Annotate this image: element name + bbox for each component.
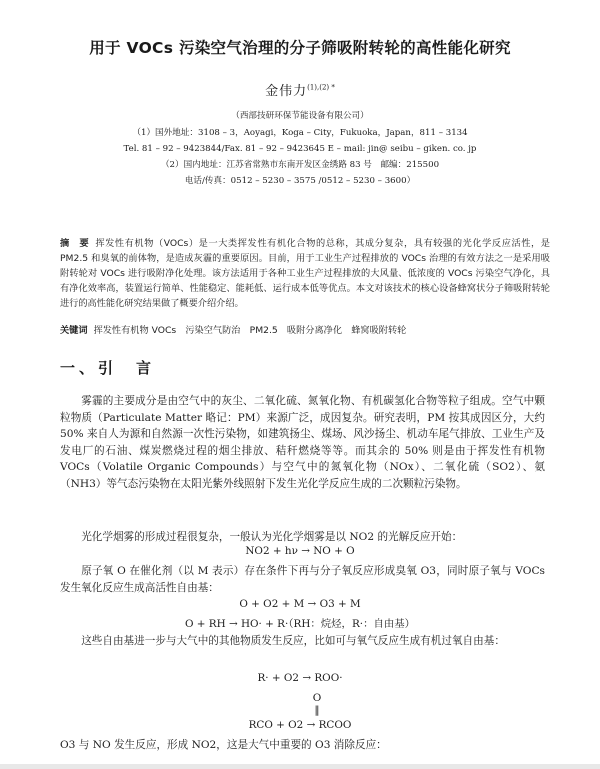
equation-1: NO2 + hν → NO + O (245, 545, 355, 557)
author-line (0, 80, 600, 99)
paragraph-3: 原子氧 O 在催化剂（以 M 表示）存在条件下再与分子氧反应形成臭氧 O3，同时原子氧与 VOCs 发生氧化反应生成高活性自由基： (60, 565, 545, 594)
paper-title: 用于 VOCs 污染空气治理的分子筛吸附转轮的高性能化研究 (89, 39, 511, 57)
affiliation-phone-fax: 电话/传真：0512 – 5230 – 3575 /0512 – 5230 – 3600） (184, 176, 416, 186)
keywords-label: 关键词 (60, 325, 88, 336)
keywords (60, 322, 560, 336)
affiliation-domestic-address: （2）国内地址：江苏省常熟市东南开发区金绣路 83 号 邮编：215500 (160, 160, 440, 170)
paragraph-5: O3 与 NO 发生反应，形成 NO2，这是大气中重要的 O3 消除反应： (60, 739, 387, 751)
keywords-text: 挥发性有机物 VOCs 污染空气防治 PM2.5 吸附分离净化 蜂窝吸附转轮 (93, 325, 407, 336)
affiliation-company: （西部技研环保节能设备有限公司） (231, 111, 369, 121)
carbonyl-oxygen: O (312, 692, 322, 704)
section-heading-introduction: 一、引 言 (60, 359, 156, 377)
affiliation-overseas-address: （1）国外地址：3108 – 3，Aoyagi，Koga – City，Fukuoka，Japan，811 – 3134 (132, 128, 468, 138)
affiliation-contact: Tel. 81 – 92 – 9423844/Fax. 81 – 92 – 9423645 E – mail: jin@ seibu – giken. co. jp (123, 144, 477, 154)
equation-3: O + RH → HO· + R·（RH：烷烃，R·：自由基） (184, 618, 416, 630)
abstract (60, 236, 550, 311)
paragraph-4: 这些自由基进一步与大气中的其他物质发生反应，比如可与氧气反应生成有机过氧自由基： (81, 635, 505, 647)
paragraph-2: 光化学烟雾的形成过程很复杂，一般认为光化学烟雾是以 NO2 的光解反应开始： (81, 531, 463, 543)
paragraph-1: 雾霾的主要成分是由空气中的灰尘、二氧化硫、氮氧化物、有机碳氢化合物等粒子组成。空气中颗粒物质（Particulate Matter 略记：PM）来源广泛，成因复杂。研究表明，PM 按其成因区分，大约 50% 来自人为源和自然源一次性污染物，如建筑扬尘、煤场、风沙扬尘、机动车尾气排放、工业生产及发电厂的石油、煤炭燃烧过程的烟尘排放、秸秆燃烧等等。而其余的 50% 则是由于挥发性有机物 VOCs（Volatile Organic Compounds）与空气中的氮氧化物（NOx）、二氧化硫（SO2）、氨（NH3）等气态污染物在太阳光紫外线照射下发生光化学反应生成的二次颗粒污染物。 (60, 395, 545, 490)
author-superscript: (1),(2) * (307, 83, 335, 92)
abstract-label: 摘 要 (60, 238, 90, 249)
abstract-text: 挥发性有机物（VOCs）是一大类挥发性有机化合物的总称，其成分复杂，具有较强的光化学反应活性，是 PM2.5 和臭氧的前体物，是造成灰霾的重要原因。目前，用于工业生产过程排放的 VOCs 治理的有效方法之一是采用吸附转轮对 VOCs 进行吸附净化处理。该方法适用于各种工业生产过程排放的大风量、低浓度的 VOCs 污染空气净化，具有净化效率高，装置运行简单、性能稳定、能耗低、运行成本低等优点。本文对该技术的核心设备蜂窝状分子筛吸附转轮进行的高性能化研究结果做了概要介绍介绍。 (60, 238, 550, 309)
carbonyl-double-bond: ‖ (314, 704, 320, 716)
equation-2: O + O2 + M → O3 + M (239, 598, 361, 610)
equation-4: R· + O2 → ROO· (257, 672, 343, 684)
equation-5: RCO + O2 → RCOO (248, 719, 352, 731)
page-bottom-edge (0, 764, 600, 769)
author-name: 金伟力 (265, 84, 308, 99)
